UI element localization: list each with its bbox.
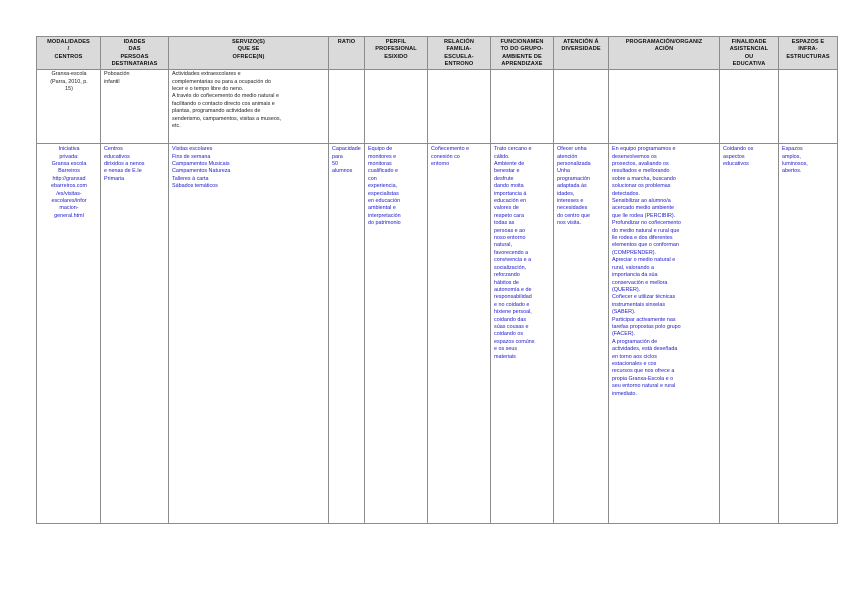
header-cell-servizos: SERVIZO(S) QUE SE OFRECE(N) <box>169 37 329 70</box>
table-cell: Equipo de monitores e monitoras cualificado e con experiencia, especialistas en educación ambiental e interpretación do patrimonio <box>365 144 428 524</box>
table-cell: Ofecer unha atención personalizada Unha programación adaptada ás idades, intereses e necesidades do centro que nos visita. <box>554 144 609 524</box>
table-cell: Visitas escolares Fins de semana Campamentos Musicais Campamentos Natureza Talleres á carta Sábados temáticos <box>169 144 329 524</box>
table-cell: Espazos amplos, luminosos, abertos. <box>779 144 838 524</box>
table-cell: Actividades extraescolares e complementarias ou para a ocupación do lecer e o tempo libre do neno. A través do coñecemento do medio natural e facilitando o contacto directo cos animais e plantas, programando actividades de senderismo, campamentos, visitas a museos, etc. <box>169 70 329 144</box>
table-cell: Coñecemento e conexión co entorno <box>428 144 491 524</box>
services-table <box>36 36 838 524</box>
table-cell <box>365 70 428 144</box>
table-cell <box>329 70 365 144</box>
header-cell-idades: IDADES DAS PERSOAS DESTINATARIAS <box>101 37 169 70</box>
table-cell: Capacidade para 50 alumnos <box>329 144 365 524</box>
table-cell <box>609 70 720 144</box>
header-cell-relacion: RELACIÓN FAMILIA- ESCUELA- ENTRONO <box>428 37 491 70</box>
header-row <box>37 37 838 70</box>
table-cell <box>491 70 554 144</box>
header-cell-modalidades: MODALIDADES / CENTROS <box>37 37 101 70</box>
table-cell: Trato cercano e cálido. Ambiente de benestar e desfrute dando moita importancia á educación en valores de respeto cara todas as persoas e ao noso entorno natural, favorecendo a convivencia e a socialización, reforzando hábitos de autonomía e de responsabilidad e no coidado e hixiene persoal, coidando das súas cousas e coidando os espazos comúns e os seus materiais <box>491 144 554 524</box>
table-cell: Coidando os aspectos educativos <box>720 144 779 524</box>
header-cell-perfil: PERFIL PROFESIONAL ESIXIDO <box>365 37 428 70</box>
table-cell: Centros educativos dirixidos a nenos e nenas de E.Ie Primaria <box>101 144 169 524</box>
table-cell: Granxa-escola (Parra, 2010, p. 15) <box>37 70 101 144</box>
table-cell <box>720 70 779 144</box>
header-cell-funcionamento: FUNCIONAMEN TO DO GRUPO- AMBIENTE DE APRENDIZAXE <box>491 37 554 70</box>
table-row <box>37 70 838 144</box>
header-cell-ratio: RATIO <box>329 37 365 70</box>
table-cell <box>428 70 491 144</box>
table-cell: Poboación infantil <box>101 70 169 144</box>
header-cell-programacion: PROGRAMACIÓN/ORGANIZ ACIÓN <box>609 37 720 70</box>
header-cell-finalidade: FINALIDADE ASISTENCIAL OU EDUCATIVA <box>720 37 779 70</box>
table-cell <box>554 70 609 144</box>
table-row <box>37 144 838 524</box>
table-cell <box>779 70 838 144</box>
table-cell-link[interactable]: Iniciativa privada: Granxa escola Barreiros http://granxad ebarreiros.com /es/visitas- escolares/infor macion- general.html <box>37 144 101 524</box>
table-cell: En equipo programamos e desenvolvemos os proxectos, avaliando os resultados e mellorando sobre a marcha, buscando solucionar os problemas detectados. Sensibilizar ao alumno/a acercado medio ambiente que lle rodea (PERCIBIR). Profundizar no coñecemento do medio natural e rural que lle rodea e dos diferentes elementos que o conforman (COMPRENDER). Apreciar o medio natural e rural, valorando a importancia da súa conservación e mellora (QUERER). Coñecer e utilizar técnicas instrumentais sinxelas (SABER). Participar activamente nas tarefas propostas polo grupo (FACER). A programación de actividades, está deseñada en torno aos ciclos estacionales e cos recursos que nos ofrece a propia Granxa-Escola e o seu entorno natural e rural inmediato. <box>609 144 720 524</box>
header-cell-atencion: ATENCIÓN Á DIVERSIDADE <box>554 37 609 70</box>
header-cell-espazos: ESPAZOS E INFRA- ESTRUCTURAS <box>779 37 838 70</box>
